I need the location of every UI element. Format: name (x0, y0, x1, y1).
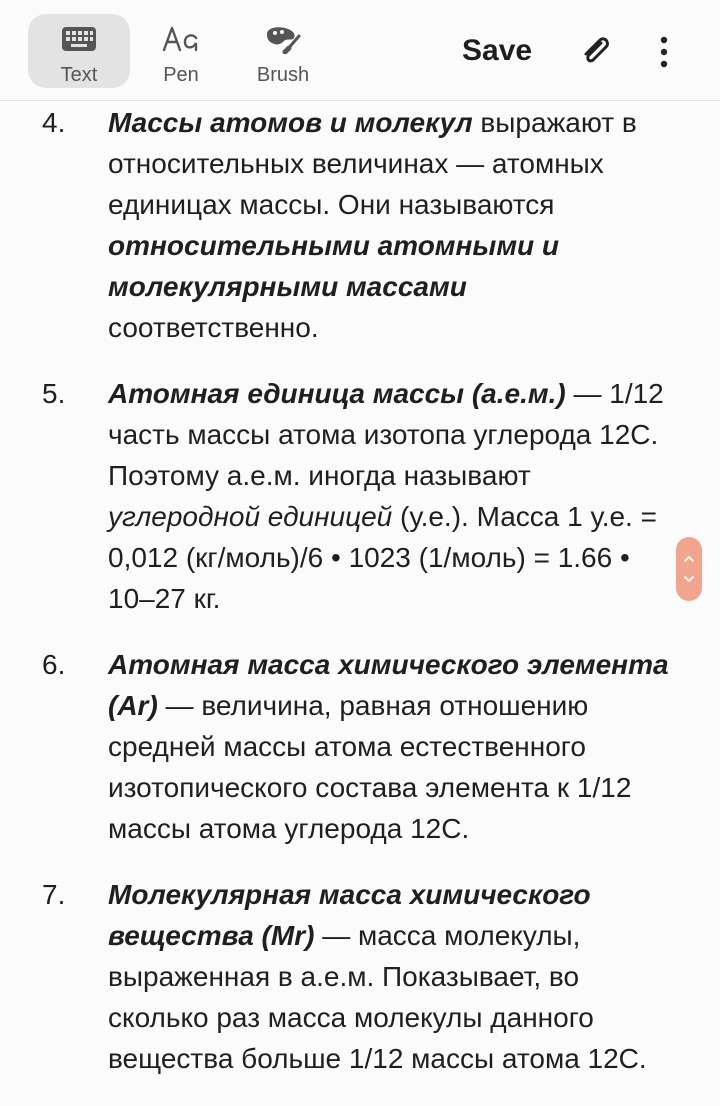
list-number: 6. (42, 649, 66, 680)
paperclip-icon[interactable] (578, 34, 614, 70)
item-text: — 1/12 часть массы атома изотопа углерода 12С. Поэтому а.е.м. иногда называют (108, 378, 664, 491)
pen-mode-button[interactable] (130, 14, 232, 88)
list-item (0, 102, 720, 348)
list-item (0, 373, 720, 619)
bottom-edge (0, 1096, 720, 1106)
term-italic: углеродной единицей (108, 501, 393, 532)
brush-mode-button[interactable] (232, 14, 334, 88)
list-item (0, 644, 720, 849)
fast-scroll-handle[interactable] (676, 537, 702, 601)
more-vert-icon[interactable] (650, 34, 678, 70)
keyboard-icon (28, 22, 130, 56)
text-mode-label: Text (60, 64, 98, 86)
note-body[interactable] (0, 102, 720, 1079)
list-number: 5. (42, 378, 66, 409)
term-bold: относительными атомными и молекулярными массами (108, 230, 560, 302)
term-bold: Молекулярная масса химического вещества (Mr) (108, 879, 591, 951)
item-text: — величина, равная отношению средней массы атома естественного изотопического состава элемента к 1/12 массы атома углерода 12С. (108, 690, 632, 844)
text-mode-button[interactable] (28, 14, 130, 88)
handwriting-icon (130, 22, 232, 56)
pen-mode-label: Pen (163, 64, 199, 86)
item-text: — масса молекулы, выраженная в а.е.м. Показывает, во сколько раз масса молекулы данного вещества больше 1/12 массы атома 12С. (108, 920, 647, 1074)
item-text: (у.е.). Масса 1 у.е. = 0,012 (кг/моль)/6 • 1023 (1/моль) = 1.66 • 10–27 кг. (108, 501, 657, 614)
term-bold: Массы атомов и молекул (108, 107, 473, 138)
list-number: 4. (42, 107, 66, 138)
item-text: выражают в относительных величинах — атомных единицах массы. Они называются (108, 107, 637, 220)
term-bold: Атомная единица массы (а.е.м.) (108, 378, 566, 409)
save-button[interactable]: Save (462, 34, 533, 67)
brush-mode-label: Brush (256, 64, 310, 86)
list-item (0, 874, 720, 1079)
item-text: соответственно. (108, 312, 319, 343)
brush-icon (232, 22, 334, 56)
list-number: 7. (42, 879, 66, 910)
term-bold: Атомная масса химического элемента (Ar) (108, 649, 669, 721)
scroll-arrows-icon (676, 537, 702, 601)
editor-toolbar (0, 0, 720, 101)
